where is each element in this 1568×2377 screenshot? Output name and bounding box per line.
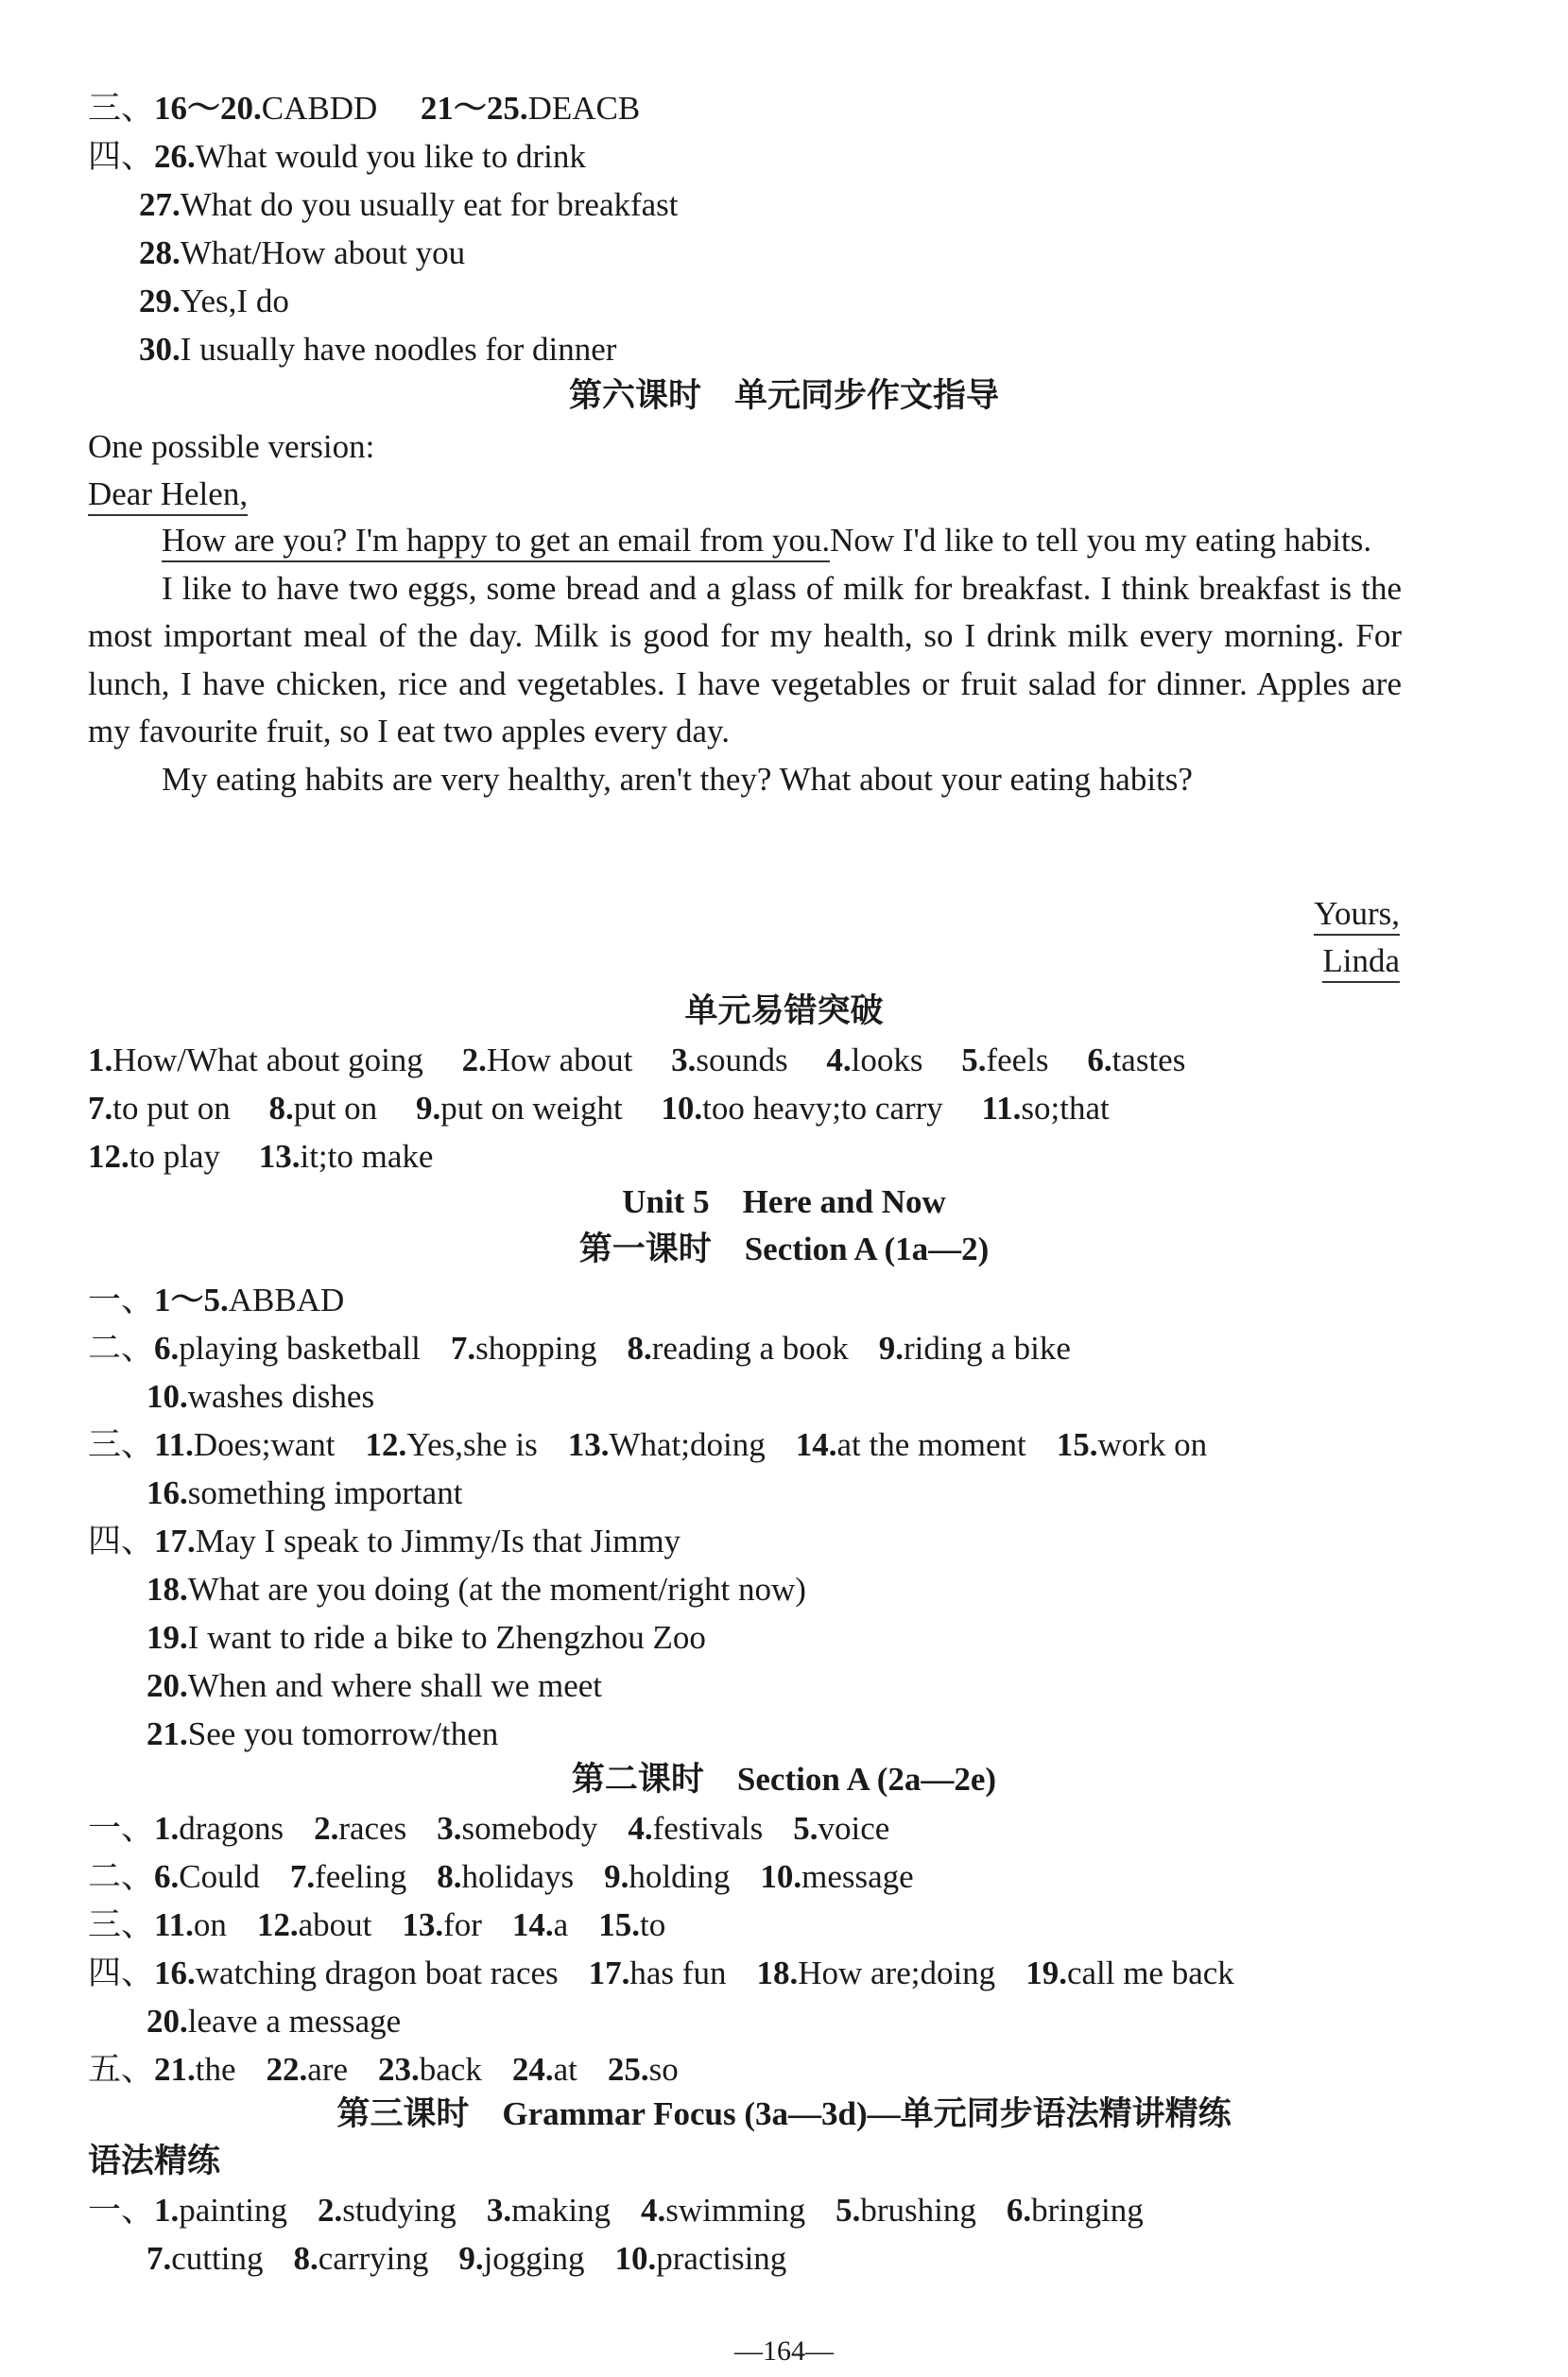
- lesson-heading: 第二课时 Section A (2a—2e): [571, 1761, 997, 1798]
- answer-item: [756, 1955, 995, 1992]
- item-number: 5.: [961, 1042, 987, 1078]
- answer-line: [88, 1859, 914, 1896]
- answer-line: [88, 2193, 1144, 2230]
- item-number: 16.: [154, 1955, 196, 1991]
- item-answer: back: [419, 2051, 482, 2088]
- item-number: 9.: [604, 1858, 629, 1895]
- answer-item: [88, 1042, 423, 1079]
- lesson-heading: 第三课时 Grammar Focus (3a—3d)—单元同步语法精讲精练: [336, 2095, 1232, 2132]
- item-number: 26.: [154, 138, 196, 175]
- item-number: 17.: [154, 1523, 196, 1559]
- item-answer: voice: [818, 1810, 890, 1847]
- item-answer: looks: [851, 1042, 923, 1078]
- item-answer: message: [801, 1858, 914, 1895]
- answer-item: [290, 1859, 406, 1896]
- letter-paragraph: I like to have two eggs, some bread and a glass of milk for breakfast. I think breakfast is the most important meal of the day. Milk is good for my health, so I drink milk every morning. For lunch, I have chicken, rice and vegetables. I have vegetables or fruit salad for dinner. Apples are my favourite fruit, so I eat two apples every day.: [88, 569, 1402, 749]
- item-answer: work on: [1097, 1426, 1208, 1463]
- paragraph-text: Now I'd like to tell you my eating habits.: [830, 522, 1372, 559]
- item-answer: to play: [129, 1138, 220, 1175]
- answer-item: [961, 1042, 1048, 1079]
- answer-line: [146, 2241, 786, 2278]
- answer-line: [88, 1955, 1234, 1992]
- item-number: 27.: [139, 186, 181, 223]
- answer-item: [982, 1091, 1110, 1128]
- item-answer: put on: [293, 1090, 378, 1127]
- letter-paragraph: [88, 517, 1402, 565]
- answer-item: [458, 2241, 584, 2278]
- answer-item: [836, 2193, 976, 2230]
- section-heading: 单元易错突破: [684, 992, 884, 1029]
- item-number: 7.: [146, 2240, 172, 2277]
- item-answer: reading a book: [651, 1330, 849, 1367]
- letter-body: [88, 517, 1402, 803]
- answer-item: [604, 1859, 730, 1896]
- closing-text: Yours,: [1314, 895, 1400, 936]
- answer-line: [146, 2004, 401, 2041]
- answer-line: [88, 139, 586, 176]
- item-answer: tastes: [1111, 1042, 1186, 1078]
- item-answer: at: [553, 2051, 577, 2088]
- answer-line: [88, 1907, 665, 1944]
- section-prefix: 三、: [88, 1426, 155, 1463]
- answer-line: [88, 1524, 681, 1560]
- answer-line: [146, 1620, 706, 1657]
- item-number: 18.: [146, 1571, 188, 1608]
- answer-item: [154, 2193, 287, 2230]
- item-number: 9.: [415, 1090, 441, 1127]
- item-answer: festivals: [652, 1810, 764, 1847]
- letter-closing: [1314, 896, 1400, 933]
- answer-item: [462, 1042, 633, 1079]
- section-prefix: 五、: [88, 2051, 155, 2088]
- answer-line: [88, 1811, 889, 1848]
- answer-line: [88, 1283, 344, 1319]
- item-number: 17.: [588, 1955, 630, 1991]
- answer-item: [88, 1139, 220, 1176]
- answer-item: [318, 2193, 457, 2230]
- answer-item: [154, 1859, 260, 1896]
- item-answer: at the moment: [836, 1426, 1026, 1463]
- answer-item: [487, 2193, 611, 2230]
- answer-item: [366, 1427, 538, 1464]
- item-number: 16.: [146, 1474, 188, 1511]
- item-number: 21.: [154, 2051, 196, 2088]
- item-number: 9.: [458, 2240, 484, 2277]
- section-prefix: 一、: [88, 1282, 155, 1318]
- item-number: 10.: [661, 1090, 703, 1127]
- item-number: 25.: [607, 2051, 649, 2088]
- item-answer: carrying: [318, 2240, 429, 2277]
- item-number: 1.: [88, 1042, 113, 1078]
- answer-line: [88, 1042, 1185, 1079]
- item-answer: Does;want: [193, 1426, 336, 1463]
- item-number: 10.: [614, 2240, 657, 2277]
- item-answer: for: [443, 1906, 482, 1943]
- item-answer: Yes,she is: [406, 1426, 538, 1463]
- item-answer: has fun: [629, 1955, 727, 1991]
- answer-item: [154, 2052, 236, 2089]
- item-answer: it;to make: [300, 1138, 434, 1175]
- item-number: 22.: [266, 2051, 308, 2088]
- letter-signature: [1322, 943, 1400, 980]
- item-answer: riding a bike: [904, 1330, 1071, 1367]
- answer-item: [641, 2193, 805, 2230]
- answer-line: [139, 187, 679, 224]
- item-answer: practising: [656, 2240, 787, 2277]
- item-number: 2.: [317, 2192, 343, 2229]
- answer-item: [1087, 1042, 1185, 1079]
- item-number: 2.: [314, 1810, 339, 1847]
- item-number: 4.: [628, 1810, 653, 1847]
- item-answer: feeling: [315, 1858, 407, 1895]
- item-answer: making: [511, 2192, 612, 2229]
- item-answer: to put on: [112, 1090, 231, 1127]
- item-number: 15.: [598, 1906, 640, 1943]
- answer-item: [267, 2052, 348, 2089]
- section-prefix: 四、: [88, 1955, 155, 1991]
- section-prefix: 三、: [88, 1906, 155, 1943]
- item-answer: cutting: [171, 2240, 264, 2277]
- item-number: 29.: [139, 283, 181, 319]
- version-intro: One possible version:: [88, 428, 375, 465]
- item-number: 1.: [154, 2192, 180, 2229]
- item-number: 28.: [139, 234, 181, 271]
- item-number: 11.: [154, 1426, 194, 1463]
- item-answer: are: [307, 2051, 349, 2088]
- item-number: 13.: [567, 1426, 610, 1463]
- item-answer: washes dishes: [187, 1378, 375, 1415]
- item-answer: How are;doing: [798, 1955, 996, 1991]
- answer-item: [760, 1859, 913, 1896]
- answer-line: [88, 1139, 433, 1176]
- section-heading: 第六课时 单元同步作文指导: [568, 377, 999, 414]
- item-number: 6.: [154, 1330, 180, 1367]
- item-answer: put on weight: [440, 1090, 623, 1127]
- item-answer: swimming: [665, 2192, 806, 2229]
- answer-item: [1007, 2193, 1144, 2230]
- item-answer: leave a message: [187, 2003, 402, 2040]
- item-answer: I want to ride a bike to Zhengzhou Zoo: [187, 1619, 706, 1656]
- answer-line: [146, 1379, 374, 1416]
- answer-item: [257, 1907, 372, 1944]
- item-answer: watching dragon boat races: [195, 1955, 559, 1991]
- item-number: 11.: [154, 1906, 194, 1943]
- item-number: 12.: [365, 1426, 407, 1463]
- item-answer: bringing: [1031, 2192, 1144, 2229]
- item-number: 3.: [437, 1810, 462, 1847]
- answer-item: [154, 1331, 421, 1368]
- item-number: 19.: [1025, 1955, 1067, 1991]
- item-number: 16～20.: [154, 90, 262, 127]
- section-prefix: 二、: [88, 1330, 155, 1367]
- item-number: 11.: [981, 1090, 1022, 1127]
- answer-item: [661, 1091, 942, 1128]
- item-number: 2.: [461, 1042, 487, 1078]
- item-answer: shopping: [475, 1330, 597, 1367]
- item-answer: sounds: [696, 1042, 788, 1078]
- answer-item: [796, 1427, 1026, 1464]
- item-number: 24.: [511, 2051, 554, 2088]
- item-number: 10.: [760, 1858, 802, 1895]
- answer-item: [608, 2052, 679, 2089]
- item-number: 8.: [627, 1330, 652, 1367]
- answer-line: [88, 91, 640, 128]
- item-answer: so: [648, 2051, 679, 2088]
- unit-title: Unit 5 Here and Now: [622, 1183, 946, 1220]
- item-number: 6.: [1087, 1042, 1112, 1078]
- item-number: 7.: [450, 1330, 476, 1367]
- answer-item: [378, 2052, 482, 2089]
- answer-line: [146, 1475, 462, 1512]
- item-answer: somebody: [461, 1810, 598, 1847]
- answer-item: [1057, 1427, 1207, 1464]
- item-answer: I usually have noodles for dinner: [180, 331, 617, 368]
- answer-item: [628, 1811, 763, 1848]
- answer-item: [146, 2241, 263, 2278]
- item-answer: Yes,I do: [180, 283, 289, 319]
- underlined-sentence: How are you? I'm happy to get an email from you.: [162, 522, 830, 562]
- item-answer: races: [338, 1810, 407, 1847]
- answer-line: [146, 1572, 806, 1609]
- item-number: 21～25.: [420, 90, 528, 127]
- item-answer: When and where shall we meet: [187, 1667, 603, 1704]
- answer-item: [154, 1811, 284, 1848]
- answer-item: [402, 1907, 482, 1944]
- item-answer: dragons: [179, 1810, 284, 1847]
- item-answer: a: [553, 1906, 569, 1943]
- answer-item: [154, 1955, 559, 1992]
- item-number: 18.: [756, 1955, 799, 1991]
- item-number: 4.: [641, 2192, 666, 2229]
- answer-item: [268, 1091, 377, 1128]
- signature-text: Linda: [1322, 942, 1400, 983]
- item-answer: How/What about going: [112, 1042, 423, 1078]
- item-answer: something important: [187, 1474, 463, 1511]
- greeting-text: Dear Helen,: [88, 475, 248, 516]
- answer-item: [259, 1139, 434, 1176]
- item-number: 15.: [1056, 1426, 1098, 1463]
- answer-item: [512, 2052, 577, 2089]
- letter-paragraph: My eating habits are very healthy, aren't they? What about your eating habits?: [162, 760, 1193, 798]
- item-number: 8.: [293, 2240, 319, 2277]
- item-answer: DEACB: [527, 90, 641, 127]
- item-number: 3.: [671, 1042, 697, 1078]
- section-prefix: 三、: [88, 90, 155, 127]
- answer-line: [139, 235, 465, 272]
- item-number: 21.: [146, 1715, 188, 1752]
- item-number: 12.: [88, 1138, 129, 1175]
- section-prefix: 二、: [88, 1858, 155, 1895]
- answer-item: [314, 1811, 406, 1848]
- item-answer: How about: [486, 1042, 633, 1078]
- item-answer: the: [195, 2051, 236, 2088]
- page-number: —164—: [734, 2335, 834, 2367]
- item-number: 8.: [437, 1858, 462, 1895]
- item-answer: May I speak to Jimmy/Is that Jimmy: [195, 1523, 681, 1559]
- answer-line: [139, 332, 616, 369]
- item-number: 6.: [1006, 2192, 1032, 2229]
- answer-item: [589, 1955, 727, 1992]
- answer-item: [598, 1907, 665, 1944]
- item-number: 6.: [154, 1858, 180, 1895]
- answer-item: [451, 1331, 597, 1368]
- answer-item: [437, 1811, 597, 1848]
- item-number: 19.: [146, 1619, 188, 1656]
- item-number: 8.: [268, 1090, 294, 1127]
- item-number: 30.: [139, 331, 181, 368]
- item-number: 13.: [258, 1138, 301, 1175]
- item-number: 14.: [795, 1426, 837, 1463]
- item-answer: jogging: [483, 2240, 585, 2277]
- item-answer: brushing: [860, 2192, 976, 2229]
- answer-item: [437, 1859, 574, 1896]
- item-answer: too heavy;to carry: [702, 1090, 943, 1127]
- answer-line: [88, 1427, 1207, 1464]
- item-answer: to: [639, 1906, 666, 1943]
- item-answer: holding: [629, 1858, 731, 1895]
- item-answer: studying: [342, 2192, 457, 2229]
- lesson-heading: 第一课时 Section A (1a—2): [578, 1231, 990, 1267]
- answer-item: [568, 1427, 766, 1464]
- answer-item: [154, 1427, 336, 1464]
- item-number: 7.: [88, 1090, 113, 1127]
- answer-line: [88, 1331, 1071, 1368]
- answer-item: [512, 1907, 568, 1944]
- item-answer: What/How about you: [180, 234, 466, 271]
- item-answer: playing basketball: [179, 1330, 421, 1367]
- item-number: 3.: [486, 2192, 512, 2229]
- section-prefix: 一、: [88, 1810, 155, 1847]
- answer-line: [139, 284, 289, 320]
- item-answer: Could: [179, 1858, 260, 1895]
- item-number: 20.: [146, 1667, 188, 1704]
- answer-item: [615, 2241, 787, 2278]
- item-number: 5.: [836, 2192, 861, 2229]
- item-answer: holidays: [461, 1858, 575, 1895]
- answer-item: [1025, 1955, 1234, 1992]
- item-number: 4.: [826, 1042, 852, 1078]
- subsection-heading: 语法精练: [88, 2143, 221, 2179]
- item-answer: See you tomorrow/then: [187, 1715, 499, 1752]
- answer-item: [154, 1907, 227, 1944]
- item-answer: ABBAD: [228, 1282, 345, 1318]
- item-answer: feels: [986, 1042, 1049, 1078]
- item-answer: What would you like to drink: [195, 138, 586, 175]
- answer-item: [671, 1042, 788, 1079]
- item-answer: about: [298, 1906, 372, 1943]
- item-number: 23.: [378, 2051, 420, 2088]
- item-answer: What;doing: [609, 1426, 766, 1463]
- answer-line: [146, 1668, 602, 1705]
- section-prefix: 一、: [88, 2192, 155, 2229]
- answer-line: [146, 1716, 498, 1753]
- letter-greeting: [88, 476, 248, 513]
- answer-item: [628, 1331, 849, 1368]
- item-number: 1.: [154, 1810, 180, 1847]
- item-number: 13.: [402, 1906, 444, 1943]
- item-answer: call me back: [1066, 1955, 1234, 1991]
- section-prefix: 四、: [88, 138, 155, 175]
- item-number: 9.: [878, 1330, 904, 1367]
- item-number: 7.: [289, 1858, 316, 1895]
- item-answer: What are you doing (at the moment/right now): [187, 1571, 806, 1608]
- item-answer: What do you usually eat for breakfast: [180, 186, 679, 223]
- item-number: 14.: [511, 1906, 554, 1943]
- answer-line: [88, 1091, 1110, 1128]
- answer-item: [879, 1331, 1071, 1368]
- section-prefix: 四、: [88, 1523, 155, 1559]
- item-number: 12.: [256, 1906, 299, 1943]
- item-answer: so;that: [1021, 1090, 1110, 1127]
- item-answer: CABDD: [261, 90, 378, 127]
- answer-item: [793, 1811, 889, 1848]
- answer-item: [293, 2241, 428, 2278]
- answer-item: [416, 1091, 623, 1128]
- item-number: 1～5.: [154, 1282, 229, 1318]
- answer-item: [826, 1042, 922, 1079]
- item-number: 5.: [793, 1810, 818, 1847]
- answer-item: [88, 1091, 231, 1128]
- item-answer: on: [193, 1906, 227, 1943]
- item-answer: painting: [179, 2192, 287, 2229]
- answer-line: [88, 2052, 679, 2089]
- item-number: 10.: [146, 1378, 188, 1415]
- item-number: 20.: [146, 2003, 188, 2040]
